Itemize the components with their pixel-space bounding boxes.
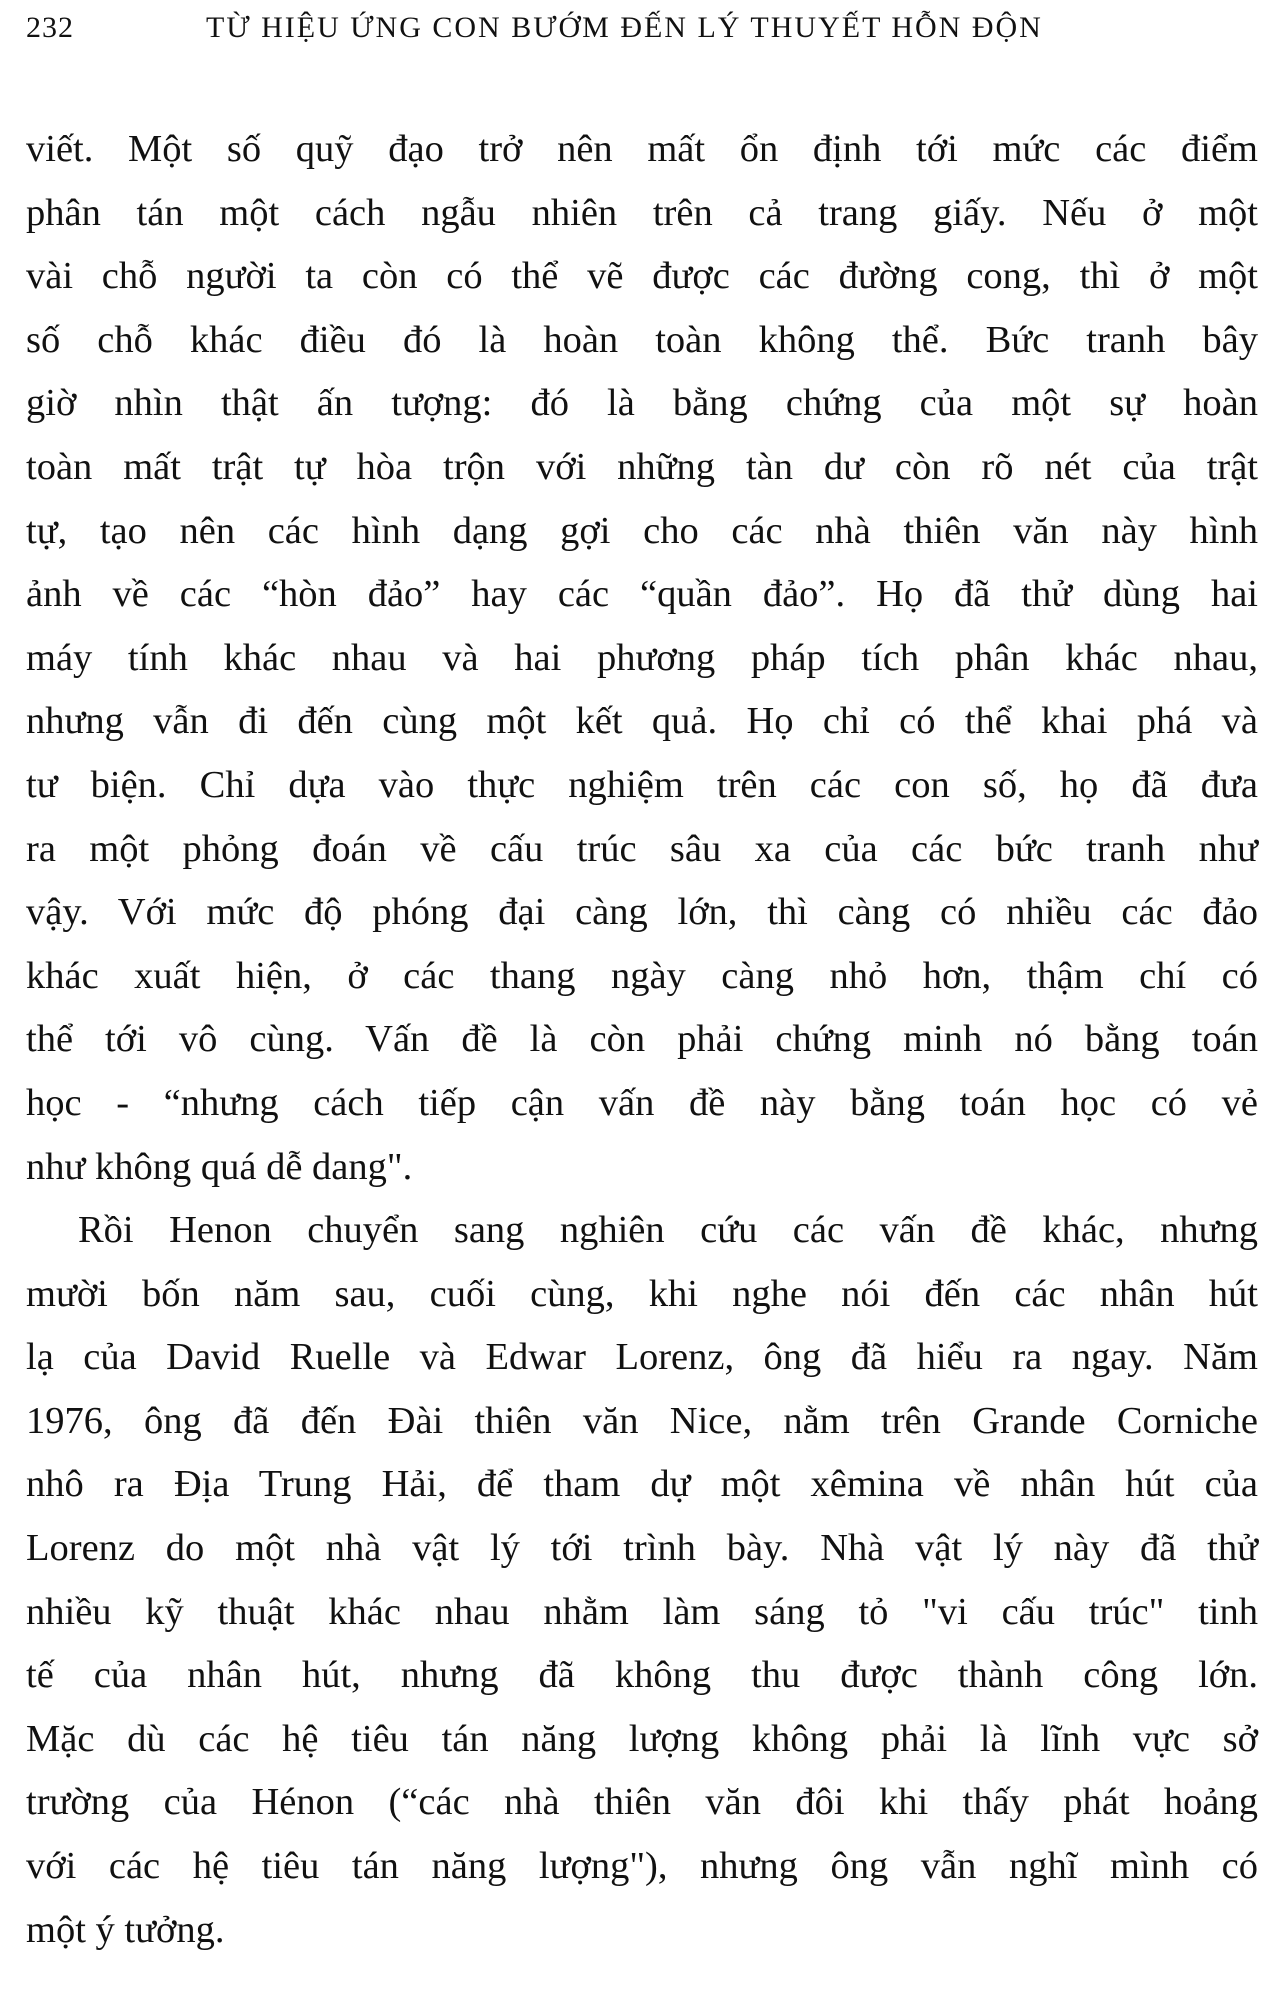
paragraph [26, 118, 1258, 1199]
page-number: 232 [26, 11, 74, 44]
text-line: trường của Hénon (“các nhà thiên văn đôi khi thấy phát hoảng [26, 1781, 1258, 1824]
text-line: Lorenz do một nhà vật lý tới trình bày. Nhà vật lý này đã thử [26, 1527, 1258, 1570]
text-line: như không quá dễ dang". [26, 1145, 413, 1188]
text-line: tự, tạo nên các hình dạng gợi cho các nhà thiên văn này hình [26, 509, 1258, 552]
text-line: phân tán một cách ngẫu nhiên trên cả trang giấy. Nếu ở một [26, 191, 1258, 234]
text-line: viết. Một số quỹ đạo trở nên mất ổn định tới mức các điểm [26, 128, 1258, 170]
text-line: nhiều kỹ thuật khác nhau nhằm làm sáng tỏ "vi cấu trúc" tinh [26, 1590, 1258, 1633]
text-line: khác xuất hiện, ở các thang ngày càng nhỏ hơn, thậm chí có [26, 954, 1258, 997]
text-line: lạ của David Ruelle và Edwar Lorenz, ông đã hiểu ra ngay. Năm [26, 1336, 1258, 1379]
text-line: số chỗ khác điều đó là hoàn toàn không thể. Bức tranh bây [26, 318, 1258, 361]
text-line: một ý tưởng. [26, 1908, 225, 1951]
book-title: TỪ HIỆU ỨNG CON BƯỚM ĐẾN LÝ THUYẾT HỖN ĐỘN [206, 11, 1043, 44]
text-line: giờ nhìn thật ấn tượng: đó là bằng chứng của một sự hoàn [26, 382, 1258, 425]
text-line: thể tới vô cùng. Vấn đề là còn phải chứng minh nó bằng toán [26, 1018, 1258, 1061]
text-line: Mặc dù các hệ tiêu tán năng lượng không phải là lĩnh vực sở [26, 1717, 1258, 1760]
text-line: nhưng vẫn đi đến cùng một kết quả. Họ chỉ có thể khai phá và [26, 700, 1258, 743]
text-line: vậy. Với mức độ phóng đại càng lớn, thì càng có nhiều các đảo [26, 891, 1258, 934]
text-line: 1976, ông đã đến Đài thiên văn Nice, nằm trên Grande Corniche [26, 1399, 1258, 1442]
text-line: ra một phỏng đoán về cấu trúc sâu xa của các bức tranh như [26, 827, 1258, 870]
text-line: máy tính khác nhau và hai phương pháp tích phân khác nhau, [26, 636, 1258, 679]
text-line: nhô ra Địa Trung Hải, để tham dự một xêmina về nhân hút của [26, 1463, 1258, 1506]
body-text [26, 118, 1258, 1962]
text-line: tư biện. Chỉ dựa vào thực nghiệm trên các con số, họ đã đưa [26, 763, 1258, 806]
text-line: tế của nhân hút, nhưng đã không thu được thành công lớn. [26, 1654, 1258, 1697]
text-line: học - “nhưng cách tiếp cận vấn đề này bằng toán học có vẻ [26, 1081, 1258, 1124]
paragraph [26, 1199, 1258, 1962]
text-line: Rồi Henon chuyển sang nghiên cứu các vấn đề khác, nhưng [78, 1209, 1258, 1252]
text-line: ảnh về các “hòn đảo” hay các “quần đảo”. Họ đã thử dùng hai [26, 573, 1258, 616]
text-line: vài chỗ người ta còn có thể vẽ được các đường cong, thì ở một [26, 255, 1258, 298]
text-line: toàn mất trật tự hòa trộn với những tàn dư còn rõ nét của trật [26, 445, 1258, 488]
text-line: với các hệ tiêu tán năng lượng"), nhưng ông vẫn nghĩ mình có [26, 1845, 1258, 1888]
text-line: mười bốn năm sau, cuối cùng, khi nghe nói đến các nhân hút [26, 1272, 1258, 1315]
running-header [26, 8, 1276, 48]
